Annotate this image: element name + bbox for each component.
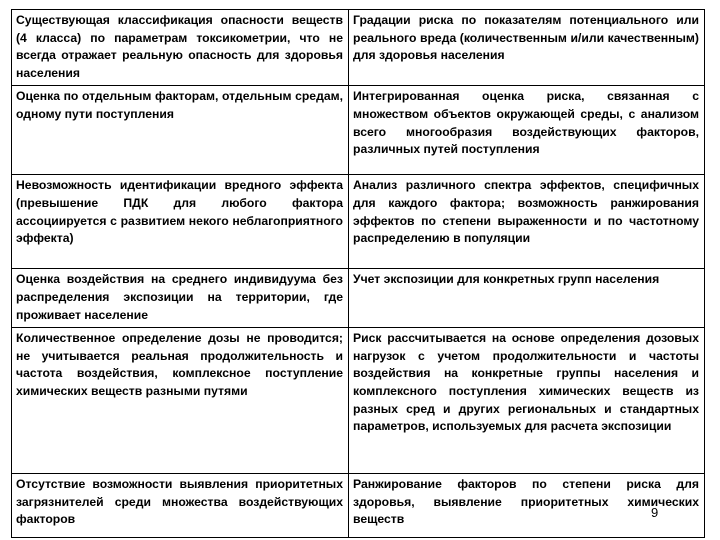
risk-approach-cell: Анализ различного спектра эффектов, специфичных для каждого фактора; возможность ранжирования эффектов по степени выраженности и по частотному распределению в популяции	[349, 175, 705, 269]
risk-approach-cell: Ранжирование факторов по степени риска для здоровья, выявление приоритетных химических веществ	[349, 474, 705, 538]
risk-approach-cell: Риск рассчитывается на основе определения дозовых нагрузок с учетом продолжительности и частоты воздействия на конкретные группы населения и комплексного поступления химических веществ из разных сред и других региональных и стандартных параметров, используемых для расчета экспозиции	[349, 328, 705, 474]
existing-approach-cell: Отсутствие возможности выявления приоритетных загрязнителей среди множества воздействующих факторов	[12, 474, 349, 538]
risk-approach-cell: Градации риска по показателям потенциального или реального вреда (количественным и/или качественным) для здоровья населения	[349, 10, 705, 86]
existing-approach-cell: Существующая классификация опасности веществ (4 класса) по параметрам токсикометрии, что не всегда отражает реальную опасность для здоровья населения	[12, 10, 349, 86]
table-row	[12, 175, 705, 269]
existing-approach-cell: Оценка по отдельным факторам, отдельным средам, одному пути поступления	[12, 86, 349, 175]
risk-approach-cell: Интегрированная оценка риска, связанная с множеством объектов окружающей среды, с анализом всего многообразия воздействующих факторов, различных путей поступления	[349, 86, 705, 175]
risk-approach-cell: Учет экспозиции для конкретных групп населения	[349, 269, 705, 328]
existing-approach-cell: Количественное определение дозы не проводится; не учитывается реальная продолжительность и частота воздействия, комплексное поступление химических веществ разными путями	[12, 328, 349, 474]
existing-approach-cell: Невозможность идентификации вредного эффекта (превышение ПДК для любого фактора ассоциируется с развитием некого неблагоприятного эффекта)	[12, 175, 349, 269]
page-number: 9	[651, 505, 659, 520]
table-row	[12, 86, 705, 175]
table-row	[12, 10, 705, 86]
existing-approach-cell: Оценка воздействия на среднего индивидуума без распределения экспозиции на территории, где проживает население	[12, 269, 349, 328]
table-row	[12, 328, 705, 474]
comparison-table	[11, 9, 705, 538]
table-row	[12, 474, 705, 538]
table-row	[12, 269, 705, 328]
